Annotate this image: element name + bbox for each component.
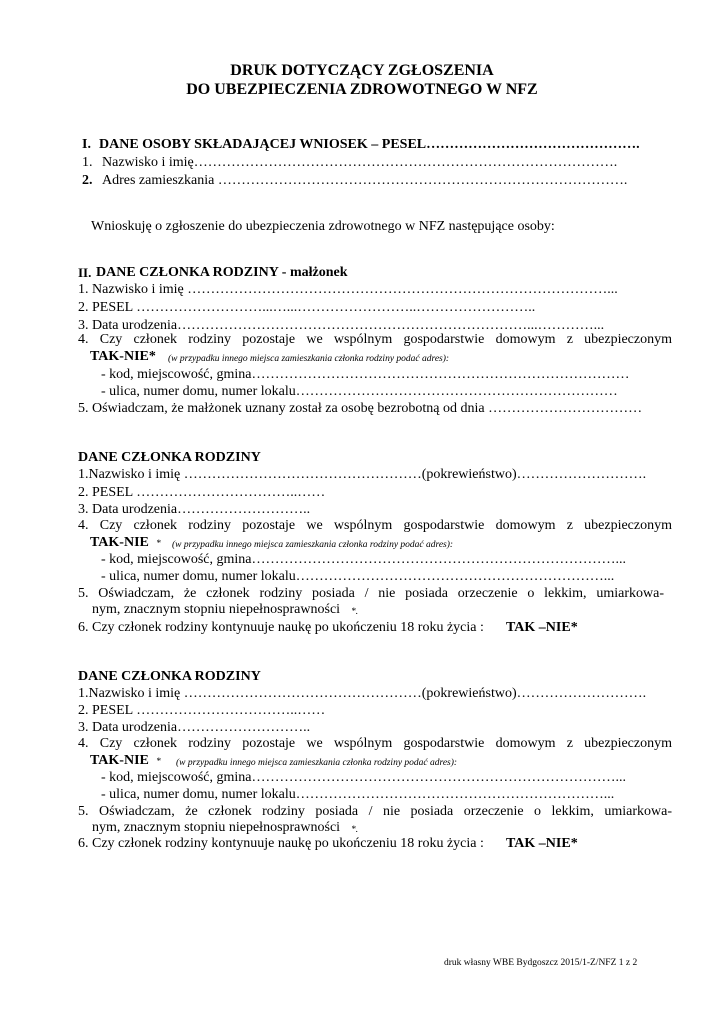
member-2-disability-statement-cont: nym, znacznym stopniu niepełnosprawności [92,820,341,835]
member-2-education-answer: TAK –NIE* [506,836,578,851]
member-1-pesel-field: 2. PESEL ……………………………..…… [78,485,326,500]
member-2-household-answer: TAK-NIE [90,753,149,768]
member-1-education-answer: TAK –NIE* [506,620,578,635]
section-1-row2-number: 2. [82,173,93,188]
spouse-unemployed-statement: 5. Oświadczam, że małżonek uznany został za osobę bezrobotną od dnia …………………………… [78,401,643,416]
document-title-line1: DRUK DOTYCZĄCY ZGŁOSZENIA [230,62,494,79]
spouse-street-field: - ulica, numer domu, numer lokalu…………………………………………………………… [101,384,618,399]
member-1-postcode-city-field: - kod, miejscowość, gmina……………………………………………………………………... [101,552,626,567]
member-2-household-question: 4. Czy członek rodziny pozostaje we wspólnym gospodarstwie domowym z ubezpieczonym [78,736,672,751]
member-2-heading: DANE CZŁONKA RODZINY [78,669,261,684]
section-1-heading: DANE OSOBY SKŁADAJĄCEJ WNIOSEK – PESEL………………………………………. [99,137,640,152]
member-1-name-field: 1.Nazwisko i imię ……………………………………………(pokrewieństwo)………………………. [78,467,647,482]
spouse-postcode-city-field: - kod, miejscowość, gmina……………………………………………………………………… [101,367,630,382]
member-1-household-answer: TAK-NIE [90,535,149,550]
spouse-household-answer: TAK-NIE* [90,349,156,364]
member-2-pesel-field: 2. PESEL ……………………………..…… [78,703,326,718]
member-1-household-question: 4. Czy członek rodziny pozostaje we wspólnym gospodarstwie domowym z ubezpieczonym [78,518,672,533]
section-1-number: I. [82,137,91,152]
member-1-household-note: (w przypadku innego miejsca zamieszkania członka rodziny podać adres): [172,540,454,550]
member-1-street-field: - ulica, numer domu, numer lokalu…………………………………………………………... [101,569,615,584]
member-1-education-question: 6. Czy członek rodziny kontynuuje naukę po ukończeniu 18 roku życia : [78,620,484,635]
member-2-street-field: - ulica, numer domu, numer lokalu…………………………………………………………... [101,787,615,802]
member-1-birthdate-field: 3. Data urodzenia……………………….. [78,502,311,517]
member-1-disability-statement: 5. Oświadczam, że członek rodziny posiada / nie posiada orzeczenie o lekkim, umiarkowa- [78,586,664,601]
member-1-disability-statement-cont: nym, znacznym stopniu niepełnosprawności [92,602,341,617]
member-1-disability-star: *. [351,607,359,617]
spouse-pesel-field: 2. PESEL ………………………...…...……………………..…………………….. [78,300,536,315]
page-footer: druk własny WBE Bydgoszcz 2015/1-Z/NFZ 1 z 2 [444,958,638,968]
member-2-household-note: (w przypadku innego miejsca zamieszkania członka rodziny podać adres): [176,758,458,768]
section-2-number: II. [78,265,92,280]
member-2-disability-statement: 5. Oświadczam, że członek rodziny posiada / nie posiada orzeczenie o lekkim, umiarkowa- [78,804,672,819]
member-1-heading: DANE CZŁONKA RODZINY [78,450,261,465]
spouse-household-question: 4. Czy członek rodziny pozostaje we wspólnym gospodarstwie domowym z ubezpieczonym [78,332,672,347]
document-title-line2: DO UBEZPIECZENIA ZDROWOTNEGO W NFZ [186,81,538,98]
spouse-name-field: 1. Nazwisko i imię ………………………………………………………………………………... [78,282,618,297]
spouse-household-note: (w przypadku innego miejsca zamieszkania członka rodziny podać adres): [168,354,450,364]
member-2-household-star: * [156,757,161,767]
section-1-address-field: Adres zamieszkania ……………………………………………………………………………. [102,173,628,188]
member-1-household-star: * [156,539,161,549]
spouse-birthdate-field: 3. Data urodzenia…………………………………………………………………...…………... [78,318,605,333]
member-2-postcode-city-field: - kod, miejscowość, gmina……………………………………………………………………... [101,770,626,785]
member-2-name-field: 1.Nazwisko i imię ……………………………………………(pokrewieństwo)………………………. [78,686,647,701]
request-statement: Wnioskuję o zgłoszenie do ubezpieczenia zdrowotnego w NFZ następujące osoby: [91,219,555,234]
member-2-birthdate-field: 3. Data urodzenia……………………….. [78,720,311,735]
section-2-heading: DANE CZŁONKA RODZINY - małżonek [96,265,348,280]
section-1-name-field: Nazwisko i imię………………………………………………………………………………. [102,155,618,170]
section-1-row1-number: 1. [82,155,93,170]
member-2-education-question: 6. Czy członek rodziny kontynuuje naukę po ukończeniu 18 roku życia : [78,836,484,851]
member-2-disability-star: *. [351,825,359,835]
